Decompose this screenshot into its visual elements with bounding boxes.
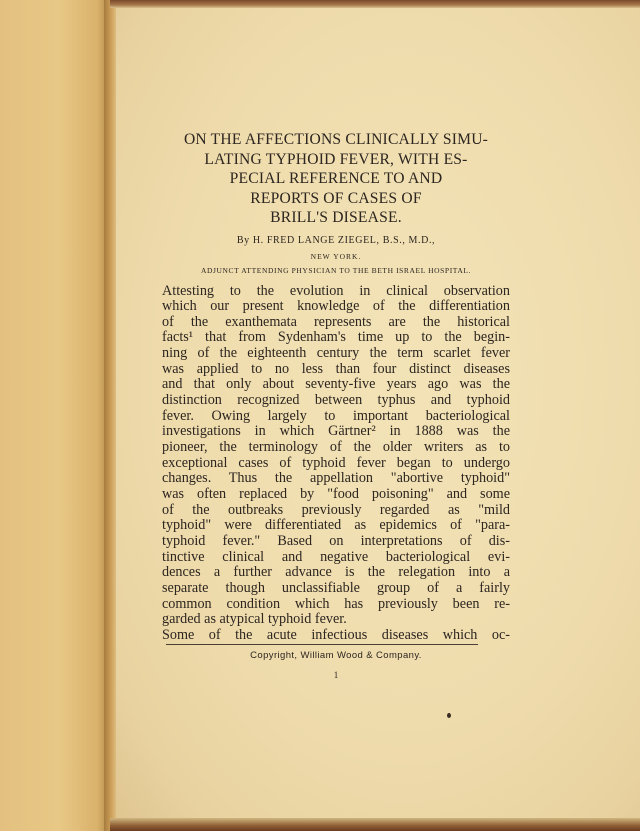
body-line: dences a further advance is the relegation into a — [162, 564, 510, 581]
article — [162, 130, 510, 644]
article-body — [162, 284, 510, 644]
body-line: garded as atypical typhoid fever. — [162, 611, 347, 628]
author-position: ADJUNCT ATTENDING PHYSICIAN TO THE BETH ISRAEL HOSPITAL. — [200, 265, 472, 275]
author-name: H. FRED LANGE ZIEGEL, B.S., M.D., — [252, 234, 436, 246]
title-line: ON THE AFFECTIONS CLINICALLY SIMU- — [183, 131, 489, 148]
body-line: typhoid" were differentiated as epidemics of "para- — [162, 517, 510, 534]
body-line: facts¹ that from Sydenham's time up to the begin- — [162, 329, 510, 346]
body-line: was often replaced by "food poisoning" and some — [162, 486, 510, 503]
body-line: Attesting to the evolution in clinical observation — [162, 282, 510, 299]
author-byline — [162, 234, 510, 247]
byline-prefix: By — [236, 234, 250, 246]
paper-speck — [447, 713, 451, 718]
title-line: LATING TYPHOID FEVER, WITH ES- — [204, 150, 468, 168]
body-line: which our present knowledge of the differentiation — [162, 298, 510, 315]
page-bottom-edge — [110, 818, 640, 831]
footnote-rule — [166, 644, 478, 645]
body-line: changes. Thus the appellation "abortive typhoid" — [162, 470, 510, 487]
page-top-edge — [110, 0, 640, 8]
body-line: tinctive clinical and negative bacteriological evi- — [162, 548, 510, 565]
body-line: Some of the acute infectious diseases which oc- — [162, 626, 510, 643]
body-line: of the outbreaks previously regarded as "mild — [162, 501, 510, 518]
body-line: ning of the eighteenth century the term scarlet fever — [162, 345, 510, 362]
title-line: BRILL'S DISEASE. — [270, 209, 402, 226]
copyright-notice: Copyright, William Wood & Company. — [250, 650, 422, 661]
author-location: NEW YORK. — [310, 251, 362, 261]
facing-page — [0, 0, 108, 831]
body-line: separate though unclassifiable group of a fairly — [162, 579, 510, 596]
title-line: PECIAL REFERENCE TO AND — [229, 170, 443, 187]
body-line: typhoid fever." Based on interpretations of dis- — [162, 533, 510, 549]
body-line: exceptional cases of typhoid fever began to undergo — [162, 454, 510, 471]
page-number: 1 — [333, 670, 339, 680]
body-line: distinction recognized between typhus and typhoid — [162, 392, 510, 409]
body-line: fever. Owing largely to important bacteriological — [162, 407, 510, 424]
body-line: common condition which has previously been re- — [162, 595, 510, 612]
title-line: REPORTS OF CASES OF — [250, 189, 422, 207]
body-line: was applied to no less than four distinct diseases — [162, 360, 510, 377]
body-line: of the exanthemata represents are the historical — [162, 313, 510, 330]
body-line: and that only about seventy-five years ago was the — [162, 376, 510, 393]
article-title — [162, 130, 510, 228]
body-line: pioneer, the terminology of the older writers as to — [162, 439, 510, 456]
body-line: investigations in which Gärtner² in 1888 was the — [162, 423, 510, 440]
